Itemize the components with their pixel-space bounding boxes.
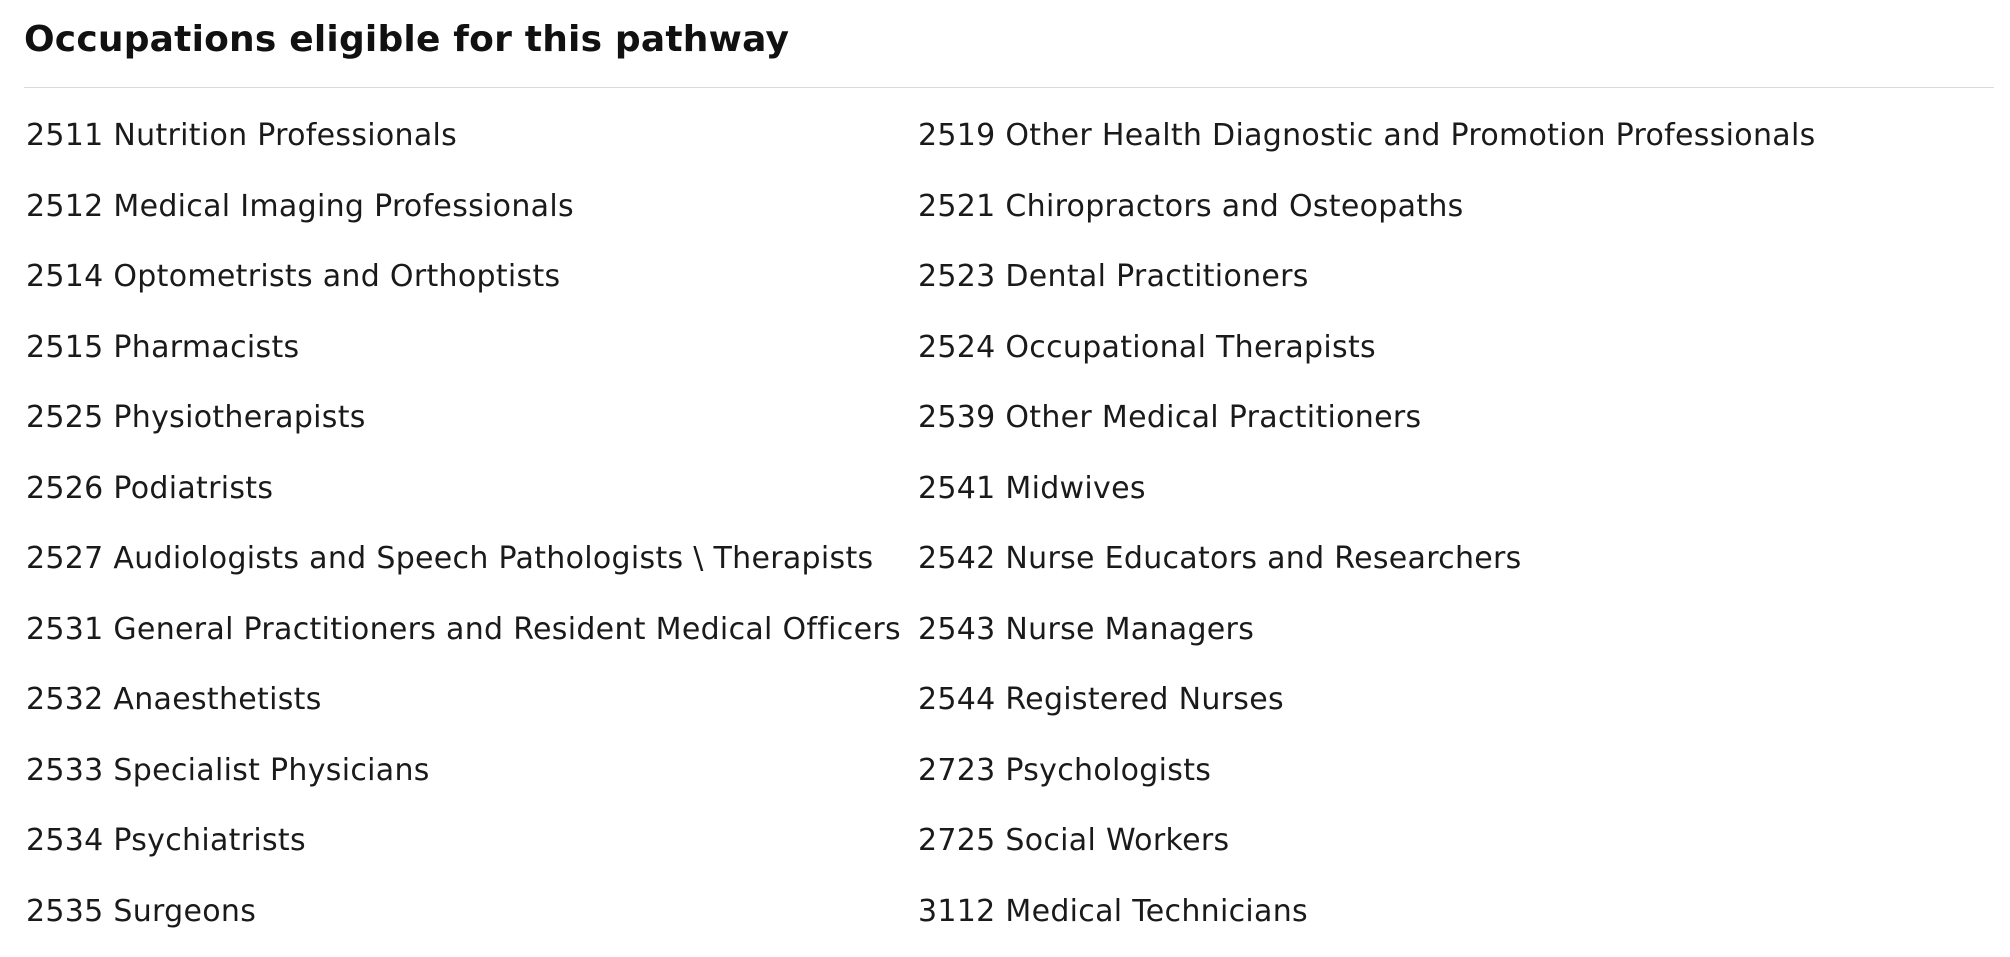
occupation-item: 2534 Psychiatrists [26,816,918,887]
occupation-item: 2512 Medical Imaging Professionals [26,182,918,253]
occupation-item: 2543 Nurse Managers [918,605,1986,676]
occupation-item: 2524 Occupational Therapists [918,323,1986,394]
occupations-section [24,0,1994,70]
occupation-item: 2525 Physiotherapists [26,393,918,464]
occupation-item: 2723 Psychologists [918,746,1986,817]
section-title: Occupations eligible for this pathway [24,0,1994,70]
occupation-item: 2527 Audiologists and Speech Pathologists \ Therapists [26,534,918,605]
occupation-item: 2544 Registered Nurses [918,675,1986,746]
section-divider [24,87,1994,88]
occupation-item: 3112 Medical Technicians [918,887,1986,957]
occupation-item: 2541 Midwives [918,464,1986,535]
occupation-item: 2511 Nutrition Professionals [26,111,918,182]
occupation-item: 2725 Social Workers [918,816,1986,887]
occupation-item: 2539 Other Medical Practitioners [918,393,1986,464]
occupation-item: 2535 Surgeons [26,887,918,957]
occupation-item: 2523 Dental Practitioners [918,252,1986,323]
occupation-item: 2515 Pharmacists [26,323,918,394]
occupation-item: 2514 Optometrists and Orthoptists [26,252,918,323]
occupation-item: 2542 Nurse Educators and Researchers [918,534,1986,605]
occupation-item: 2532 Anaesthetists [26,675,918,746]
occupation-list [26,111,1986,957]
occupation-item: 2526 Podiatrists [26,464,918,535]
occupation-item: 2521 Chiropractors and Osteopaths [918,182,1986,253]
occupation-item: 2533 Specialist Physicians [26,746,918,817]
occupation-item: 2531 General Practitioners and Resident Medical Officers [26,605,918,676]
occupation-item: 2519 Other Health Diagnostic and Promotion Professionals [918,111,1986,182]
